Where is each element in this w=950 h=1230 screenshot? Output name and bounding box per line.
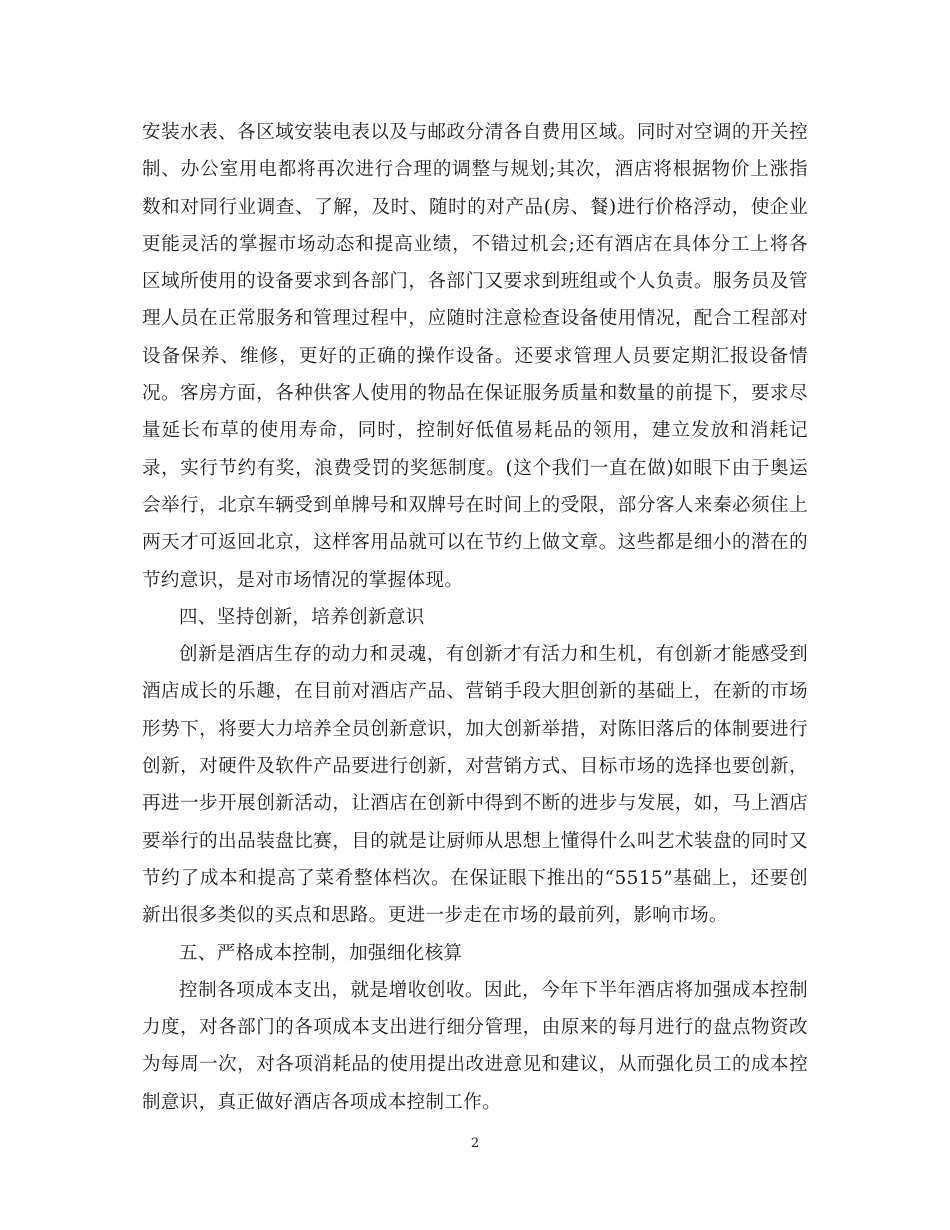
- document-body: [142, 114, 808, 1121]
- body-paragraph-innovation: 创新是酒店生存的动力和灵魂，有创新才有活力和生机，有创新才能感受到酒店成长的乐趣，在目前对酒店产品、营销手段大胆创新的基础上，在新的市场形势下，将要大力培养全员创新意识，加大创新举措，对陈旧落后的体制要进行创新，对硬件及软件产品要进行创新，对营销方式、目标市场的选择也要创新，再进一步开展创新活动，让酒店在创新中得到不断的进步与发展，如，马上酒店要举行的出品装盘比赛，目的就是让厨师从思想上懂得什么叫艺术装盘的同时又节约了成本和提高了菜肴整体档次。在保证眼下推出的“5515”基础上，还要创新出很多类似的买点和思路。更进一步走在市场的最前列，影响市场。: [142, 644, 808, 927]
- section-heading-innovation: 四、坚持创新，培养创新意识: [179, 606, 425, 628]
- page-number: 2: [470, 1136, 480, 1151]
- body-paragraph-continued: 安装水表、各区域安装电表以及与邮政分清各自费用区域。同时对空调的开关控制、办公室用电都将再次进行合理的调整与规划;其次，酒店将根据物价上涨指数和对同行业调查、了解，及时、随时的对产品(房、餐)进行价格浮动，使企业更能灵活的掌握市场动态和提高业绩，不错过机会;还有酒店在具体分工上将各区域所使用的设备要求到各部门，各部门又要求到班组或个人负责。服务员及管理人员在正常服务和管理过程中，应随时注意检查设备使用情况，配合工程部对设备保养、维修，更好的正确的操作设备。还要求管理人员要定期汇报设备情况。客房方面，各种供客人使用的物品在保证服务质量和数量的前提下，要求尽量延长布草的使用寿命，同时，控制好低值易耗品的领用，建立发放和消耗记录，实行节约有奖，浪费受罚的奖惩制度。(这个我们一直在做)如眼下由于奥运会举行，北京车辆受到单牌号和双牌号在时间上的受限，部分客人来秦必须住上两天才可返回北京，这样客用品就可以在节约上做文章。这些都是细小的潜在的节约意识，是对市场情况的掌握体现。: [142, 122, 808, 591]
- section-heading-cost-control: 五、严格成本控制，加强细化核算: [179, 942, 463, 964]
- body-paragraph-cost-control: 控制各项成本支出，就是增收创收。因此，今年下半年酒店将加强成本控制力度，对各部门的各项成本支出进行细分管理，由原来的每月进行的盘点物资改为每周一次，对各项消耗品的使用提出改进意见和建议，从而强化员工的成本控制意识，真正做好酒店各项成本控制工作。: [142, 979, 808, 1113]
